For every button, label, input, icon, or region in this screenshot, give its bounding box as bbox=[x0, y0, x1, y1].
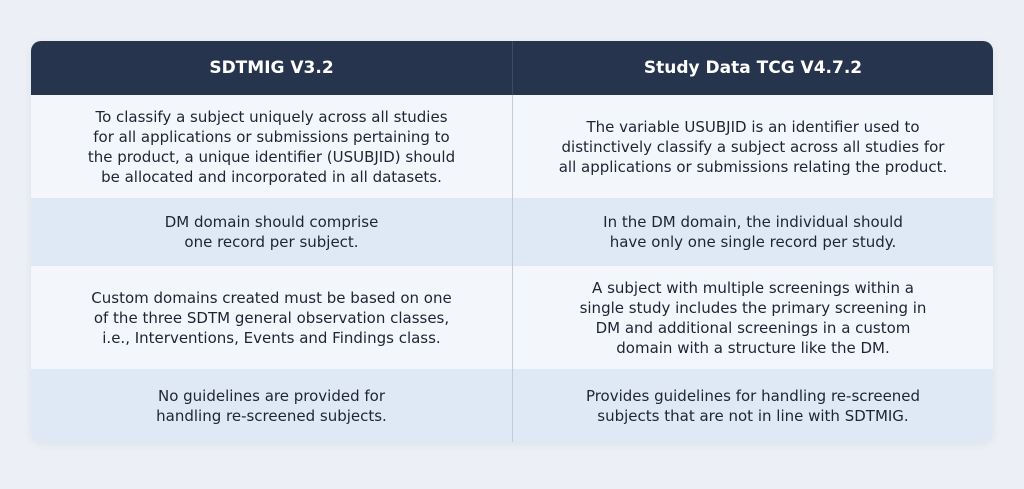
table-cell bbox=[512, 266, 993, 369]
table-cell bbox=[31, 198, 512, 266]
header-cell-study-data-tcg bbox=[512, 41, 993, 95]
cell-text: Provides guidelines for handling re-screened subjects that are not in line with SDTMIG. bbox=[585, 386, 921, 425]
header-label: SDTMIG V3.2 bbox=[209, 58, 334, 78]
table-cell bbox=[512, 95, 993, 198]
header-cell-sdtmig bbox=[31, 41, 512, 95]
table-row bbox=[31, 95, 993, 198]
cell-text: Custom domains created must be based on one of the three SDTM general observation classes, i.e., Interventions, Events and Findings class. bbox=[91, 288, 452, 347]
table-cell bbox=[512, 198, 993, 266]
cell-text: A subject with multiple screenings within a single study includes the primary screening in DM and additional screenings in a custom domain with a structure like the DM. bbox=[579, 278, 927, 357]
cell-text: DM domain should comprise one record per subject. bbox=[164, 213, 379, 251]
table-row bbox=[31, 369, 993, 442]
cell-text: In the DM domain, the individual should have only one single record per study. bbox=[603, 213, 903, 251]
table-row bbox=[31, 198, 993, 266]
table-cell bbox=[31, 369, 512, 442]
table-cell bbox=[31, 95, 512, 198]
table-cell bbox=[512, 369, 993, 442]
header-label: Study Data TCG V4.7.2 bbox=[643, 58, 863, 78]
table-cell bbox=[31, 266, 512, 369]
table-row bbox=[31, 266, 993, 369]
cell-text: No guidelines are provided for handling re-screened subjects. bbox=[156, 386, 387, 425]
cell-text: The variable USUBJID is an identifier used to distinctively classify a subject across all studies for all applications or submissions relating the product. bbox=[558, 117, 948, 176]
table-header-row bbox=[31, 41, 993, 95]
comparison-table bbox=[31, 41, 993, 442]
cell-text: To classify a subject uniquely across all studies for all applications or submissions pertaining to the product, a unique identifier (USUBJID) should be allocated and incorporated in all datasets. bbox=[87, 107, 456, 186]
